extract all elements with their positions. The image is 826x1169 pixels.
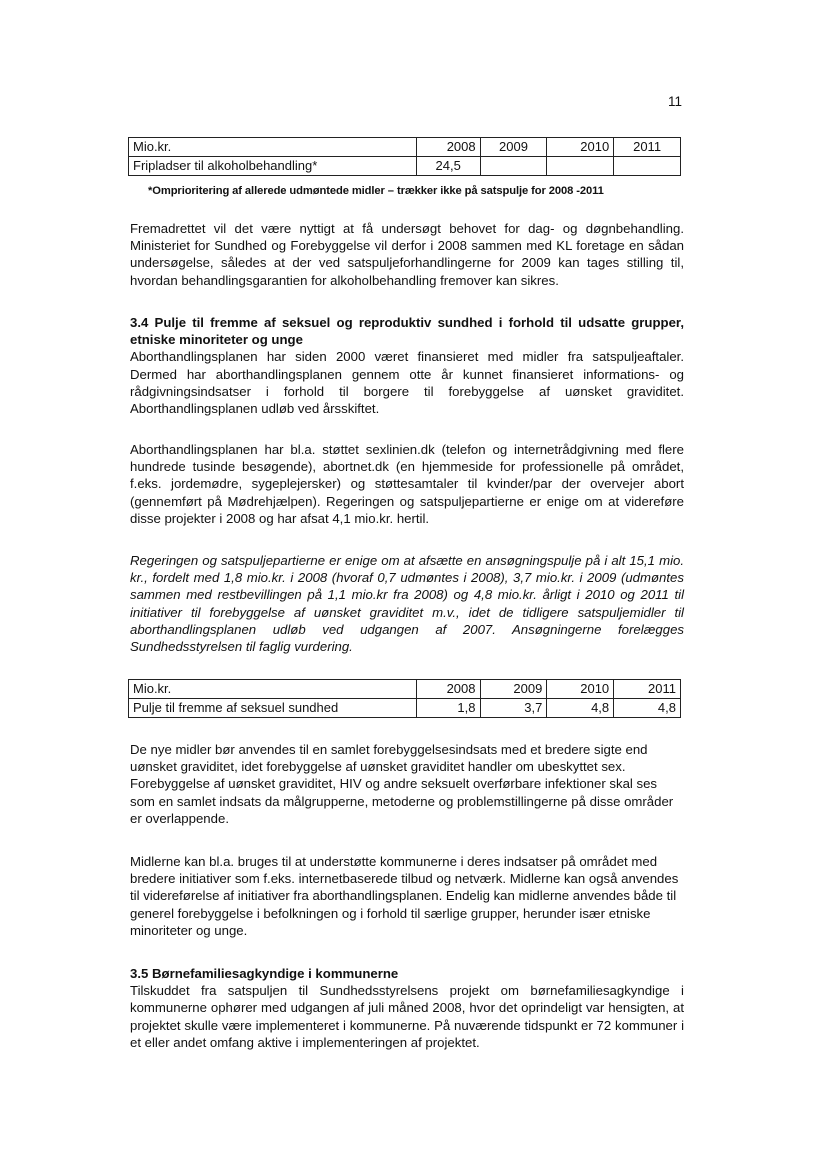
funding-table-sexual-health (128, 679, 681, 718)
section-heading: 3.4 Pulje til fremme af seksuel og reproduktiv sundhed i forhold til udsatte grupper, etniske minoriteter og unge (130, 315, 684, 348)
table-cell: Fripladser til alkoholbehandling* (129, 157, 417, 176)
table-header-cell: Mio.kr. (129, 138, 417, 157)
table-header-cell: Mio.kr. (129, 680, 417, 699)
table-header-row (129, 680, 681, 699)
table-header-cell: 2008 (416, 680, 480, 699)
paragraph: Aborthandlingsplanen har siden 2000 været finansieret med midler fra satspuljeaftaler. Dermed har aborthandlingsplanen gennem otte år kunnet finansieret informations- og rådgivningsindsatser i forhold til borgere til forebyggelse af uønsket graviditet. Aborthandlingsplanen udløb ved årsskiftet. (130, 349, 684, 417)
paragraph: De nye midler bør anvendes til en samlet forebyggelsesindsats med et bredere sigte end uønsket graviditet, idet forebyggelse af uønsket graviditet handler om ubeskyttet sex. Forebyggelse af uønsket graviditet, HIV og andre seksuelt overførbare infektioner skal ses som en samlet indsats da målgrupperne, metoderne og problemstillingerne på disse områder er overlappende. (130, 742, 674, 826)
table-row (129, 157, 681, 176)
table-header-cell: 2010 (547, 680, 614, 699)
table-header-cell: 2009 (480, 138, 547, 157)
table-cell: 24,5 (416, 157, 480, 176)
section-3-5 (130, 965, 684, 1051)
page-number: 11 (667, 94, 682, 109)
table-header-cell: 2009 (480, 680, 547, 699)
table-cell: 3,7 (480, 699, 547, 718)
table-cell: 4,8 (614, 699, 681, 718)
table-footnote: *Omprioritering af allerede udmøntede midler – trækker ikke på satspulje for 2008 -2011 (148, 185, 604, 197)
table-row (129, 699, 681, 718)
table-cell: 1,8 (416, 699, 480, 718)
table-cell (480, 157, 547, 176)
table-cell: Pulje til fremme af seksuel sundhed (129, 699, 417, 718)
paragraph: Tilskuddet fra satspuljen til Sundhedsstyrelsens projekt om børnefamiliesagkyndige i kommunerne ophører med udgangen af juli måned 2008, hvor det oprindeligt var hensigten, at projektet skulle være implementeret i kommunerne. På nuværende tidspunkt er 72 kommuner i et eller andet omfang aktive i implementeringen af projektet. (130, 983, 684, 1050)
table-header-cell: 2010 (547, 138, 614, 157)
paragraph: Midlerne kan bl.a. bruges til at understøtte kommunerne i deres indsatser på området med bredere initiativer som f.eks. internetbaserede tilbud og netværk. Midlerne kan også anvendes til videreførelse af initiativer fra aborthandlingsplanen. Endelig kan midlerne anvendes både til generel forebyggelse i befolkningen og i forhold til særlige grupper, herunder især etniske minoriteter og unge. (130, 854, 679, 938)
table-header-cell: 2011 (614, 680, 681, 699)
paragraph: Aborthandlingsplanen har bl.a. støttet sexlinien.dk (telefon og internetrådgivning med flere hundrede tusinde besøgende), abortnet.dk (en hjemmeside for professionelle på området, f.eks. jordemødre, sygeplejersker) og støttesamtaler til kvinder/par der overvejer abort (gennemført på Mødrehjælpen). Regeringen og satspuljepartierne er enige om at videreføre disse projekter i 2008 og har afsat 4,1 mio.kr. hertil. (130, 442, 684, 526)
table-header-row (129, 138, 681, 157)
table-cell (547, 157, 614, 176)
italic-paragraph: Regeringen og satspuljepartierne er enige om at afsætte en ansøgningspulje på i alt 15,1 mio. kr., fordelt med 1,8 mio.kr. i 2008 (hvoraf 0,7 udmøntes i 2008), 3,7 mio.kr. i 2009 (udmøntes sammen med restbevillingen på 1,1 mio.kr fra 2008) og 4,8 mio.kr. årligt i 2010 og 2011 til initiativer til forebyggelse af uønsket graviditet m.v., idet de tidligere satspuljemidler til aborthandlingsplanen udløb ved udgangen af 2007. Ansøgningerne forelægges Sundhedsstyrelsen til faglig vurdering. (130, 553, 684, 655)
table-cell (614, 157, 681, 176)
funding-table-alcohol (128, 137, 681, 176)
paragraph: Fremadrettet vil det være nyttigt at få undersøgt behovet for dag- og døgnbehandling. Ministeriet for Sundhed og Forebyggelse vil derfor i 2008 sammen med KL foretage en sådan undersøgelse, således at der ved satspuljeforhandlingerne for 2009 kan tages stilling til, hvordan behandlingsgarantien for alkoholbehandling fremover kan sikres. (130, 221, 684, 288)
table-cell: 4,8 (547, 699, 614, 718)
table-header-cell: 2011 (614, 138, 681, 157)
table-header-cell: 2008 (416, 138, 480, 157)
section-heading: 3.5 Børnefamiliesagkyndige i kommunerne (130, 966, 399, 981)
section-3-4 (130, 314, 684, 417)
